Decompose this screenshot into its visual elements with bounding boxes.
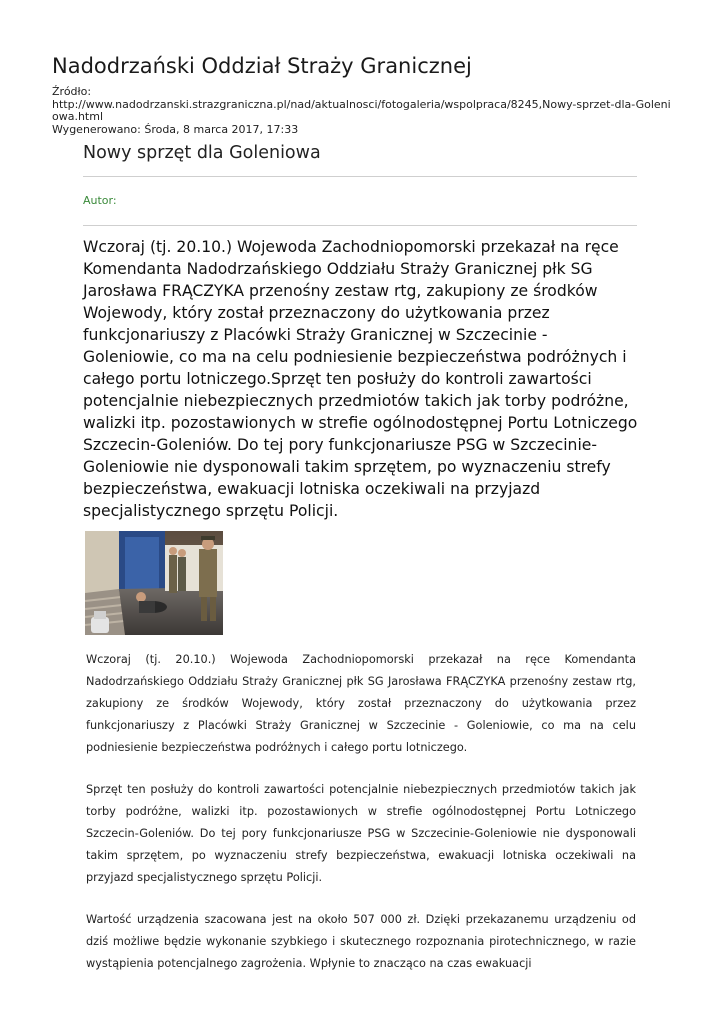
source-url[interactable]: http://www.nadodrzanski.strazgraniczna.pl/nad/aktualnosci/fotogaleria/wspolpraca/8245,Nowy-sprzet-dla-Goleniowa.html	[52, 97, 671, 123]
article-lead: Wczoraj (tj. 20.10.) Wojewoda Zachodniopomorski przekazał na ręce Komendanta Nadodrzańskiego Oddziału Straży Granicznej płk SG Jarosława FRĄCZYKA przenośny zestaw rtg, zakupiony ze środków Wojewody, który został przeznaczony do użytkowania przez funkcjonariuszy z Placówki Straży Granicznej w Szczecinie - Goleniowie, co ma na celu podniesienie bezpieczeństwa podróżnych i całego portu lotniczego.Sprzęt ten posłuży do kontroli zawartości potencjalnie niebezpiecznych przedmiotów takich jak torby podróżne, walizki itp. pozostawionych w strefie ogólnodostępnej Portu Lotniczego Szczecin-Goleniów. Do tej pory funkcjonariusze PSG w Szczecinie-Goleniowie nie dysponowali takim sprzętem, po wyznaczeniu strefy bezpieczeństwa, ewakuacji lotniska oczekiwali na przyjazd specjalistycznego sprzętu Policji.	[83, 238, 638, 520]
source-label: Źródło:	[52, 85, 92, 98]
author-label: Autor:	[83, 194, 117, 207]
body-paragraph: Sprzęt ten posłuży do kontroli zawartości potencjalnie niebezpiecznych przedmiotów takich jak torby podróżne, walizki itp. pozostawionych w strefie ogólnodostępnej Portu Lotniczego Szczecin-Goleniów. Do tej pory funkcjonariusze PSG w Szczecinie-Goleniowie nie dysponowali takim sprzętem, po wyznaczeniu strefy bezpieczeństwa, ewakuacji lotniska oczekiwali na przyjazd specjalistycznego sprzętu Policji.	[86, 783, 636, 884]
body-paragraph: Wczoraj (tj. 20.10.) Wojewoda Zachodniopomorski przekazał na ręce Komendanta Nadodrzańskiego Oddziału Straży Granicznej płk SG Jarosława FRĄCZYKA przenośny zestaw rtg, zakupiony ze środków Wojewody, który został przeznaczony do użytkowania przez funkcjonariuszy z Placówki Straży Granicznej w Szczecinie - Goleniowie, co ma na celu podniesienie bezpieczeństwa podróżnych i całego portu lotniczego.	[86, 653, 636, 754]
article-title: Nowy sprzęt dla Goleniowa	[83, 143, 321, 163]
article-body	[86, 649, 636, 995]
meta-block	[52, 86, 677, 136]
article-photo[interactable]	[85, 531, 223, 635]
divider-bottom	[83, 225, 637, 226]
site-title: Nadodrzański Oddział Straży Granicznej	[52, 54, 472, 78]
generated-date: Wygenerowano: Środa, 8 marca 2017, 17:33	[52, 122, 299, 136]
body-paragraph: Wartość urządzenia szacowana jest na około 507 000 zł. Dzięki przekazanemu urządzeniu od dziś możliwe będzie wykonanie szybkiego i skutecznego rozpoznania pirotechnicznego, w razie wystąpienia potencjalnego zagrożenia. Wpłynie to znacząco na czas ewakuacji	[86, 913, 636, 970]
divider-top	[83, 176, 637, 177]
